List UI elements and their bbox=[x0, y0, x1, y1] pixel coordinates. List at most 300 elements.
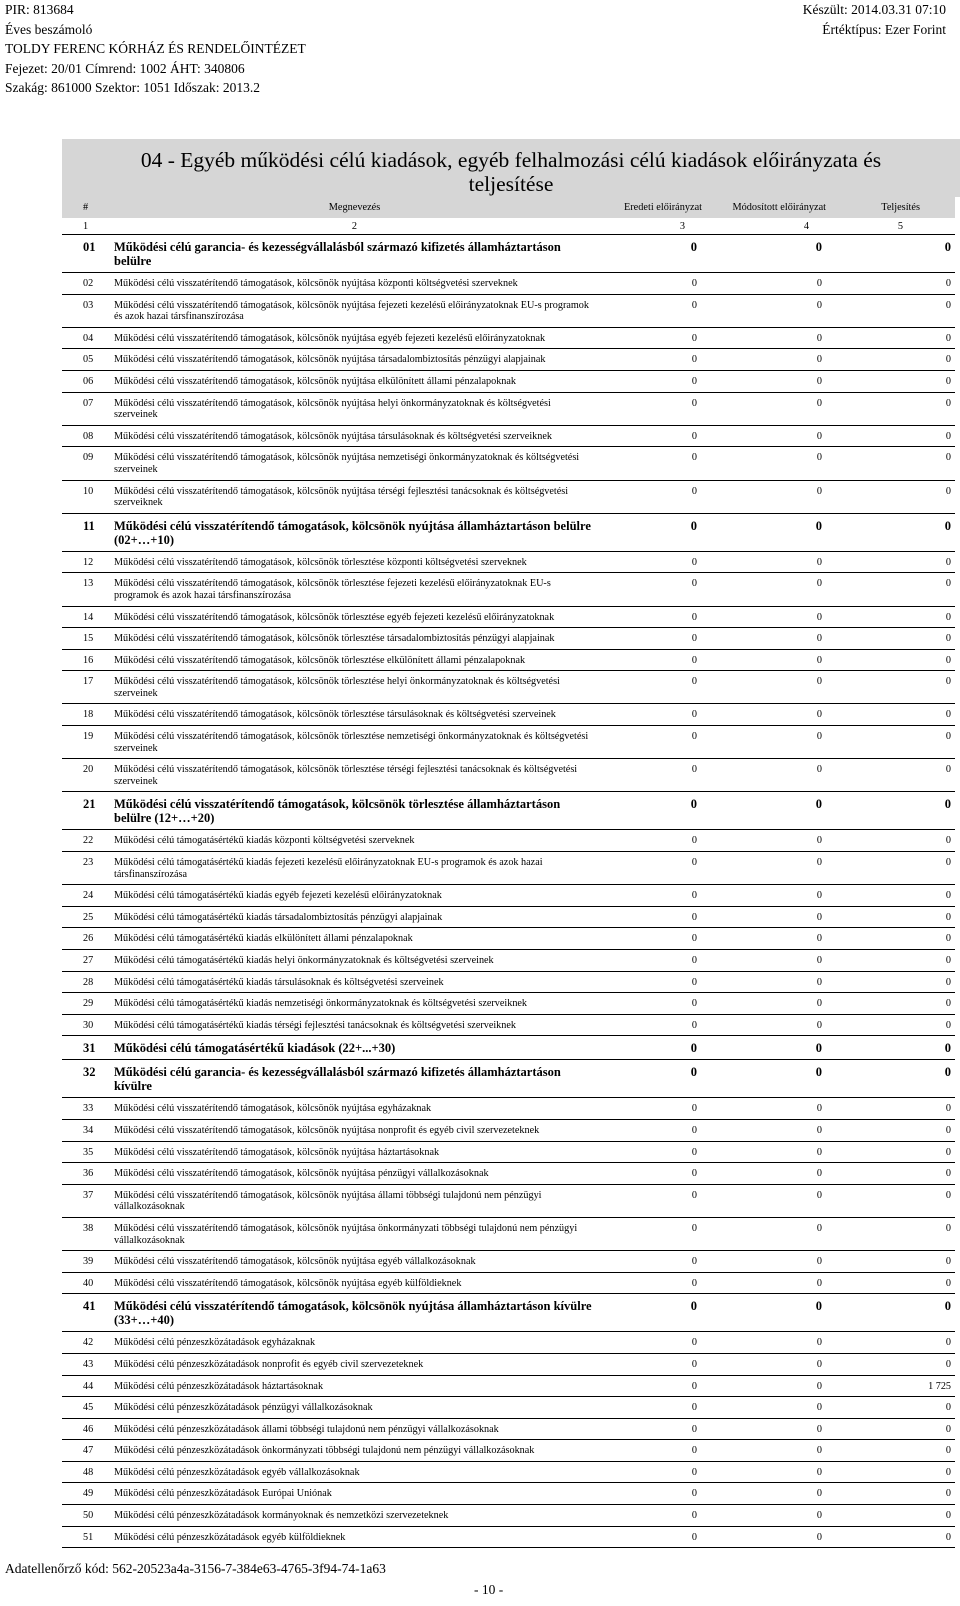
row-original-value: 0 bbox=[595, 1098, 705, 1120]
row-performance-value: 0 bbox=[830, 1332, 955, 1354]
row-original-value: 0 bbox=[595, 993, 705, 1015]
table-row bbox=[62, 235, 955, 273]
table-row bbox=[62, 370, 955, 392]
row-name: Működési célú támogatásértékű kiadások (22+...+30) bbox=[114, 1036, 595, 1060]
row-original-value: 0 bbox=[595, 1353, 705, 1375]
row-modified-value: 0 bbox=[705, 447, 830, 480]
row-original-value: 0 bbox=[595, 327, 705, 349]
row-performance-value: 0 bbox=[830, 235, 955, 273]
row-modified-value: 0 bbox=[705, 950, 830, 972]
row-modified-value: 0 bbox=[705, 370, 830, 392]
row-number: 41 bbox=[62, 1294, 114, 1332]
row-modified-value: 0 bbox=[705, 1440, 830, 1462]
row-number: 08 bbox=[62, 425, 114, 447]
row-original-value: 0 bbox=[595, 759, 705, 792]
row-modified-value: 0 bbox=[705, 1461, 830, 1483]
table-row bbox=[62, 273, 955, 295]
row-original-value: 0 bbox=[595, 830, 705, 852]
row-modified-value: 0 bbox=[705, 852, 830, 885]
row-name: Működési célú visszatérítendő támogatások, kölcsönök nyújtása nonprofit és egyéb civil szervezeteknek bbox=[114, 1119, 595, 1141]
table-row bbox=[62, 1483, 955, 1505]
row-performance-value: 1 725 bbox=[830, 1375, 955, 1397]
row-modified-value: 0 bbox=[705, 1332, 830, 1354]
row-performance-value: 0 bbox=[830, 349, 955, 371]
row-original-value: 0 bbox=[595, 1014, 705, 1036]
row-number: 44 bbox=[62, 1375, 114, 1397]
row-number: 23 bbox=[62, 852, 114, 885]
row-original-value: 0 bbox=[595, 480, 705, 513]
table-row bbox=[62, 950, 955, 972]
row-performance-value: 0 bbox=[830, 513, 955, 551]
row-number: 27 bbox=[62, 950, 114, 972]
table-row bbox=[62, 1184, 955, 1217]
table-row bbox=[62, 1461, 955, 1483]
row-performance-value: 0 bbox=[830, 1163, 955, 1185]
row-original-value: 0 bbox=[595, 392, 705, 425]
col-number: 2 bbox=[114, 218, 595, 235]
table-row bbox=[62, 392, 955, 425]
row-original-value: 0 bbox=[595, 628, 705, 650]
row-original-value: 0 bbox=[595, 1397, 705, 1419]
row-name: Működési célú támogatásértékű kiadás központi költségvetési szerveknek bbox=[114, 830, 595, 852]
row-performance-value: 0 bbox=[830, 1526, 955, 1548]
row-performance-value: 0 bbox=[830, 792, 955, 830]
row-modified-value: 0 bbox=[705, 235, 830, 273]
row-original-value: 0 bbox=[595, 1217, 705, 1250]
row-name: Működési célú támogatásértékű kiadás fejezeti kezelésű előirányzatoknak EU-s programok és azok hazai társfinanszírozása bbox=[114, 852, 595, 885]
table-row bbox=[62, 971, 955, 993]
row-performance-value: 0 bbox=[830, 606, 955, 628]
row-modified-value: 0 bbox=[705, 759, 830, 792]
row-modified-value: 0 bbox=[705, 1505, 830, 1527]
table-row bbox=[62, 447, 955, 480]
row-original-value: 0 bbox=[595, 1418, 705, 1440]
table-row bbox=[62, 628, 955, 650]
row-number: 09 bbox=[62, 447, 114, 480]
row-name: Működési célú visszatérítendő támogatások, kölcsönök nyújtása fejezeti kezelésű előirányzatoknak EU-s programok és azok hazai társfinanszírozása bbox=[114, 294, 595, 327]
row-modified-value: 0 bbox=[705, 726, 830, 759]
row-performance-value: 0 bbox=[830, 726, 955, 759]
row-name: Működési célú visszatérítendő támogatások, kölcsönök nyújtása államháztartáson kívülre (33+…+40) bbox=[114, 1294, 595, 1332]
branch-line: Szakág: 861000 Szektor: 1051 Időszak: 2013.2 bbox=[5, 80, 260, 96]
row-name: Működési célú pénzeszközátadások állami többségi tulajdonú nem pénzügyi vállalkozásoknak bbox=[114, 1418, 595, 1440]
table-row bbox=[62, 1036, 955, 1060]
row-modified-value: 0 bbox=[705, 704, 830, 726]
row-performance-value: 0 bbox=[830, 1483, 955, 1505]
row-number: 20 bbox=[62, 759, 114, 792]
row-name: Működési célú visszatérítendő támogatások, kölcsönök törlesztése társadalombiztosítás pénzügyi alapjainak bbox=[114, 628, 595, 650]
row-number: 24 bbox=[62, 885, 114, 907]
row-modified-value: 0 bbox=[705, 1251, 830, 1273]
col-header-name: Megnevezés bbox=[114, 197, 595, 218]
row-performance-value: 0 bbox=[830, 885, 955, 907]
row-original-value: 0 bbox=[595, 1440, 705, 1462]
row-original-value: 0 bbox=[595, 852, 705, 885]
row-modified-value: 0 bbox=[705, 1353, 830, 1375]
column-header-row bbox=[62, 197, 955, 218]
report-table bbox=[62, 197, 955, 1548]
row-original-value: 0 bbox=[595, 671, 705, 704]
row-number: 31 bbox=[62, 1036, 114, 1060]
row-name: Működési célú visszatérítendő támogatások, kölcsönök nyújtása egyéb fejezeti kezelésű előirányzatoknak bbox=[114, 327, 595, 349]
row-modified-value: 0 bbox=[705, 1526, 830, 1548]
row-modified-value: 0 bbox=[705, 1141, 830, 1163]
row-number: 28 bbox=[62, 971, 114, 993]
row-performance-value: 0 bbox=[830, 392, 955, 425]
row-number: 43 bbox=[62, 1353, 114, 1375]
row-performance-value: 0 bbox=[830, 480, 955, 513]
row-modified-value: 0 bbox=[705, 349, 830, 371]
row-performance-value: 0 bbox=[830, 1440, 955, 1462]
page-number: - 10 - bbox=[474, 1582, 504, 1597]
row-number: 33 bbox=[62, 1098, 114, 1120]
row-name: Működési célú visszatérítendő támogatások, kölcsönök nyújtása helyi önkormányzatoknak és költségvetési szerveinek bbox=[114, 392, 595, 425]
row-name: Működési célú visszatérítendő támogatások, kölcsönök nyújtása pénzügyi vállalkozásoknak bbox=[114, 1163, 595, 1185]
table-row bbox=[62, 1141, 955, 1163]
row-modified-value: 0 bbox=[705, 551, 830, 573]
document-header-left bbox=[5, 0, 306, 98]
row-original-value: 0 bbox=[595, 1119, 705, 1141]
row-performance-value: 0 bbox=[830, 971, 955, 993]
row-modified-value: 0 bbox=[705, 1418, 830, 1440]
col-header-performance: Teljesítés bbox=[830, 197, 955, 218]
row-performance-value: 0 bbox=[830, 273, 955, 295]
row-modified-value: 0 bbox=[705, 906, 830, 928]
row-modified-value: 0 bbox=[705, 1294, 830, 1332]
table-row bbox=[62, 1119, 955, 1141]
row-performance-value: 0 bbox=[830, 1251, 955, 1273]
row-performance-value: 0 bbox=[830, 294, 955, 327]
row-original-value: 0 bbox=[595, 971, 705, 993]
row-performance-value: 0 bbox=[830, 1505, 955, 1527]
row-number: 32 bbox=[62, 1060, 114, 1098]
row-original-value: 0 bbox=[595, 551, 705, 573]
row-number: 34 bbox=[62, 1119, 114, 1141]
row-name: Működési célú visszatérítendő támogatások, kölcsönök törlesztése társulásoknak és költségvetési szerveinek bbox=[114, 704, 595, 726]
row-name: Működési célú visszatérítendő támogatások, kölcsönök nyújtása önkormányzati többségi tulajdonú nem pénzügyi vállalkozásoknak bbox=[114, 1217, 595, 1250]
row-number: 07 bbox=[62, 392, 114, 425]
row-name: Működési célú visszatérítendő támogatások, kölcsönök nyújtása egyéb vállalkozásoknak bbox=[114, 1251, 595, 1273]
row-original-value: 0 bbox=[595, 606, 705, 628]
row-number: 36 bbox=[62, 1163, 114, 1185]
col-header-num: # bbox=[62, 197, 114, 218]
row-original-value: 0 bbox=[595, 1461, 705, 1483]
row-name: Működési célú pénzeszközátadások háztartásoknak bbox=[114, 1375, 595, 1397]
row-performance-value: 0 bbox=[830, 649, 955, 671]
row-name: Működési célú visszatérítendő támogatások, kölcsönök nyújtása központi költségvetési szerveknek bbox=[114, 273, 595, 295]
row-name: Működési célú pénzeszközátadások kormányoknak és nemzetközi szervezeteknek bbox=[114, 1505, 595, 1527]
row-original-value: 0 bbox=[595, 1375, 705, 1397]
row-performance-value: 0 bbox=[830, 447, 955, 480]
row-original-value: 0 bbox=[595, 1526, 705, 1548]
validation-code: Adatellenőrző kód: 562-20523a4a-3156-7-384e63-4765-3f94-74-1a63 bbox=[5, 1561, 386, 1576]
row-name: Működési célú visszatérítendő támogatások, kölcsönök nyújtása államháztartáson belülre (02+…+10) bbox=[114, 513, 595, 551]
report-title-line2: teljesítése bbox=[468, 172, 554, 196]
row-number: 42 bbox=[62, 1332, 114, 1354]
row-original-value: 0 bbox=[595, 513, 705, 551]
row-number: 30 bbox=[62, 1014, 114, 1036]
row-original-value: 0 bbox=[595, 885, 705, 907]
row-original-value: 0 bbox=[595, 1184, 705, 1217]
row-number: 01 bbox=[62, 235, 114, 273]
table-row bbox=[62, 1375, 955, 1397]
row-number: 47 bbox=[62, 1440, 114, 1462]
row-number: 29 bbox=[62, 993, 114, 1015]
table-row bbox=[62, 294, 955, 327]
row-number: 40 bbox=[62, 1272, 114, 1294]
table-row bbox=[62, 1353, 955, 1375]
row-original-value: 0 bbox=[595, 1332, 705, 1354]
row-name: Működési célú visszatérítendő támogatások, kölcsönök nyújtása társulásoknak és költségvetési szerveiknek bbox=[114, 425, 595, 447]
row-modified-value: 0 bbox=[705, 273, 830, 295]
chapter-line: Fejezet: 20/01 Címrend: 1002 ÁHT: 340806 bbox=[5, 60, 245, 76]
row-number: 13 bbox=[62, 573, 114, 606]
row-name: Működési célú támogatásértékű kiadás egyéb fejezeti kezelésű előirányzatoknak bbox=[114, 885, 595, 907]
col-number: 1 bbox=[62, 218, 114, 235]
table-row bbox=[62, 830, 955, 852]
row-original-value: 0 bbox=[595, 1141, 705, 1163]
table-row bbox=[62, 1294, 955, 1332]
row-performance-value: 0 bbox=[830, 1217, 955, 1250]
row-original-value: 0 bbox=[595, 1483, 705, 1505]
row-modified-value: 0 bbox=[705, 649, 830, 671]
row-modified-value: 0 bbox=[705, 993, 830, 1015]
table-row bbox=[62, 1060, 955, 1098]
row-name: Működési célú visszatérítendő támogatások, kölcsönök törlesztése egyéb fejezeti kezelésű előirányzatoknak bbox=[114, 606, 595, 628]
institution-name: TOLDY FERENC KÓRHÁZ ÉS RENDELŐINTÉZET bbox=[5, 41, 306, 57]
row-modified-value: 0 bbox=[705, 1098, 830, 1120]
row-performance-value: 0 bbox=[830, 830, 955, 852]
row-performance-value: 0 bbox=[830, 1353, 955, 1375]
table-row bbox=[62, 1332, 955, 1354]
report-table-body bbox=[62, 235, 955, 1548]
row-modified-value: 0 bbox=[705, 513, 830, 551]
row-name: Működési célú pénzeszközátadások egyéb vállalkozásoknak bbox=[114, 1461, 595, 1483]
row-name: Működési célú visszatérítendő támogatások, kölcsönök törlesztése nemzetiségi önkormányzatoknak és költségvetési szerveinek bbox=[114, 726, 595, 759]
table-row bbox=[62, 1251, 955, 1273]
row-number: 02 bbox=[62, 273, 114, 295]
row-name: Működési célú pénzeszközátadások önkormányzati többségi tulajdonú nem pénzügyi vállalkozásoknak bbox=[114, 1440, 595, 1462]
row-modified-value: 0 bbox=[705, 628, 830, 650]
row-number: 04 bbox=[62, 327, 114, 349]
row-original-value: 0 bbox=[595, 235, 705, 273]
value-type: Értéktípus: Ezer Forint bbox=[822, 21, 946, 37]
table-row bbox=[62, 726, 955, 759]
row-original-value: 0 bbox=[595, 1163, 705, 1185]
table-row bbox=[62, 1272, 955, 1294]
col-header-original: Eredeti előirányzat bbox=[595, 197, 705, 218]
row-modified-value: 0 bbox=[705, 1014, 830, 1036]
row-modified-value: 0 bbox=[705, 1217, 830, 1250]
row-number: 18 bbox=[62, 704, 114, 726]
row-modified-value: 0 bbox=[705, 928, 830, 950]
report-title bbox=[62, 139, 960, 197]
row-number: 50 bbox=[62, 1505, 114, 1527]
row-number: 17 bbox=[62, 671, 114, 704]
row-performance-value: 0 bbox=[830, 370, 955, 392]
row-modified-value: 0 bbox=[705, 1163, 830, 1185]
row-original-value: 0 bbox=[595, 425, 705, 447]
row-modified-value: 0 bbox=[705, 327, 830, 349]
row-modified-value: 0 bbox=[705, 885, 830, 907]
table-row bbox=[62, 993, 955, 1015]
column-number-row bbox=[62, 218, 955, 235]
row-performance-value: 0 bbox=[830, 1294, 955, 1332]
row-original-value: 0 bbox=[595, 950, 705, 972]
row-number: 06 bbox=[62, 370, 114, 392]
row-performance-value: 0 bbox=[830, 1141, 955, 1163]
table-row bbox=[62, 1217, 955, 1250]
row-performance-value: 0 bbox=[830, 906, 955, 928]
row-performance-value: 0 bbox=[830, 1184, 955, 1217]
table-row bbox=[62, 852, 955, 885]
row-performance-value: 0 bbox=[830, 704, 955, 726]
row-name: Működési célú visszatérítendő támogatások, kölcsönök törlesztése térségi fejlesztési tanácsoknak és költségvetési szerveinek bbox=[114, 759, 595, 792]
row-performance-value: 0 bbox=[830, 425, 955, 447]
row-original-value: 0 bbox=[595, 573, 705, 606]
row-modified-value: 0 bbox=[705, 671, 830, 704]
table-row bbox=[62, 1163, 955, 1185]
row-original-value: 0 bbox=[595, 792, 705, 830]
row-name: Működési célú pénzeszközátadások egyházaknak bbox=[114, 1332, 595, 1354]
row-number: 49 bbox=[62, 1483, 114, 1505]
row-name: Működési célú visszatérítendő támogatások, kölcsönök nyújtása háztartásoknak bbox=[114, 1141, 595, 1163]
row-number: 35 bbox=[62, 1141, 114, 1163]
row-name: Működési célú visszatérítendő támogatások, kölcsönök nyújtása társadalombiztosítás pénzügyi alapjainak bbox=[114, 349, 595, 371]
row-performance-value: 0 bbox=[830, 1098, 955, 1120]
table-row bbox=[62, 704, 955, 726]
row-name: Működési célú támogatásértékű kiadás helyi önkormányzatoknak és költségvetési szerveinek bbox=[114, 950, 595, 972]
table-row bbox=[62, 792, 955, 830]
row-name: Működési célú pénzeszközátadások Európai Uniónak bbox=[114, 1483, 595, 1505]
row-original-value: 0 bbox=[595, 447, 705, 480]
row-name: Működési célú támogatásértékű kiadás társadalombiztosítás pénzügyi alapjainak bbox=[114, 906, 595, 928]
row-number: 45 bbox=[62, 1397, 114, 1419]
row-name: Működési célú pénzeszközátadások pénzügyi vállalkozásoknak bbox=[114, 1397, 595, 1419]
row-name: Működési célú visszatérítendő támogatások, kölcsönök nyújtása elkülönített állami pénzalapoknak bbox=[114, 370, 595, 392]
row-name: Működési célú visszatérítendő támogatások, kölcsönök nyújtása térségi fejlesztési tanácsoknak és költségvetési szerveiknek bbox=[114, 480, 595, 513]
row-name: Működési célú visszatérítendő támogatások, kölcsönök törlesztése fejezeti kezelésű előirányzatoknak EU-s programok és azok hazai társfinanszírozása bbox=[114, 573, 595, 606]
row-number: 37 bbox=[62, 1184, 114, 1217]
row-performance-value: 0 bbox=[830, 1060, 955, 1098]
row-name: Működési célú visszatérítendő támogatások, kölcsönök törlesztése elkülönített állami pénzalapoknak bbox=[114, 649, 595, 671]
row-number: 12 bbox=[62, 551, 114, 573]
table-row bbox=[62, 1098, 955, 1120]
row-number: 05 bbox=[62, 349, 114, 371]
row-modified-value: 0 bbox=[705, 392, 830, 425]
row-name: Működési célú támogatásértékű kiadás társulásoknak és költségvetési szerveinek bbox=[114, 971, 595, 993]
row-original-value: 0 bbox=[595, 1294, 705, 1332]
row-original-value: 0 bbox=[595, 906, 705, 928]
row-modified-value: 0 bbox=[705, 971, 830, 993]
row-name: Működési célú visszatérítendő támogatások, kölcsönök nyújtása egyéb külföldieknek bbox=[114, 1272, 595, 1294]
table-row bbox=[62, 606, 955, 628]
table-row bbox=[62, 1418, 955, 1440]
report-type-line: Éves beszámoló bbox=[5, 21, 93, 37]
row-performance-value: 0 bbox=[830, 573, 955, 606]
report-title-line1: 04 - Egyéb működési célú kiadások, egyéb felhalmozási célú kiadások előirányzata és bbox=[140, 148, 882, 172]
row-name: Működési célú visszatérítendő támogatások, kölcsönök nyújtása állami többségi tulajdonú nem pénzügyi vállalkozásoknak bbox=[114, 1184, 595, 1217]
row-name: Működési célú támogatásértékű kiadás térségi fejlesztési tanácsoknak és költségvetési szerveiknek bbox=[114, 1014, 595, 1036]
row-performance-value: 0 bbox=[830, 1397, 955, 1419]
row-original-value: 0 bbox=[595, 726, 705, 759]
table-row bbox=[62, 759, 955, 792]
table-row bbox=[62, 573, 955, 606]
row-name: Működési célú visszatérítendő támogatások, kölcsönök törlesztése államháztartáson belülre (12+…+20) bbox=[114, 792, 595, 830]
row-modified-value: 0 bbox=[705, 573, 830, 606]
col-header-modified: Módosított előirányzat bbox=[705, 197, 830, 218]
row-modified-value: 0 bbox=[705, 1184, 830, 1217]
table-row bbox=[62, 513, 955, 551]
row-number: 21 bbox=[62, 792, 114, 830]
row-modified-value: 0 bbox=[705, 1272, 830, 1294]
table-row bbox=[62, 1440, 955, 1462]
row-performance-value: 0 bbox=[830, 1461, 955, 1483]
row-original-value: 0 bbox=[595, 1060, 705, 1098]
row-performance-value: 0 bbox=[830, 1014, 955, 1036]
row-performance-value: 0 bbox=[830, 1036, 955, 1060]
table-row bbox=[62, 928, 955, 950]
col-number: 3 bbox=[595, 218, 705, 235]
table-row bbox=[62, 551, 955, 573]
row-name: Működési célú garancia- és kezességvállalásból származó kifizetés államháztartáson kívülre bbox=[114, 1060, 595, 1098]
table-row bbox=[62, 885, 955, 907]
row-name: Működési célú pénzeszközátadások egyéb külföldieknek bbox=[114, 1526, 595, 1548]
pir-line: PIR: 813684 bbox=[5, 2, 74, 17]
row-original-value: 0 bbox=[595, 928, 705, 950]
row-number: 26 bbox=[62, 928, 114, 950]
row-performance-value: 0 bbox=[830, 950, 955, 972]
row-modified-value: 0 bbox=[705, 1483, 830, 1505]
row-number: 48 bbox=[62, 1461, 114, 1483]
table-row bbox=[62, 906, 955, 928]
row-modified-value: 0 bbox=[705, 792, 830, 830]
row-number: 16 bbox=[62, 649, 114, 671]
row-performance-value: 0 bbox=[830, 1418, 955, 1440]
row-original-value: 0 bbox=[595, 1272, 705, 1294]
row-original-value: 0 bbox=[595, 273, 705, 295]
row-number: 25 bbox=[62, 906, 114, 928]
col-number: 5 bbox=[830, 218, 955, 235]
row-number: 22 bbox=[62, 830, 114, 852]
row-performance-value: 0 bbox=[830, 1272, 955, 1294]
row-name: Működési célú támogatásértékű kiadás nemzetiségi önkormányzatoknak és költségvetési szerveiknek bbox=[114, 993, 595, 1015]
row-name: Működési célú visszatérítendő támogatások, kölcsönök törlesztése központi költségvetési szerveknek bbox=[114, 551, 595, 573]
row-modified-value: 0 bbox=[705, 1036, 830, 1060]
table-row bbox=[62, 1526, 955, 1548]
created-timestamp: Készült: 2014.03.31 07:10 bbox=[802, 2, 946, 17]
row-number: 38 bbox=[62, 1217, 114, 1250]
report-section bbox=[62, 139, 960, 1548]
table-row bbox=[62, 1397, 955, 1419]
table-row bbox=[62, 349, 955, 371]
row-modified-value: 0 bbox=[705, 1060, 830, 1098]
row-name: Működési célú visszatérítendő támogatások, kölcsönök nyújtása egyházaknak bbox=[114, 1098, 595, 1120]
row-original-value: 0 bbox=[595, 1251, 705, 1273]
row-original-value: 0 bbox=[595, 294, 705, 327]
row-original-value: 0 bbox=[595, 704, 705, 726]
row-number: 15 bbox=[62, 628, 114, 650]
row-original-value: 0 bbox=[595, 1505, 705, 1527]
table-row bbox=[62, 327, 955, 349]
row-modified-value: 0 bbox=[705, 480, 830, 513]
table-row bbox=[62, 1014, 955, 1036]
row-number: 51 bbox=[62, 1526, 114, 1548]
row-modified-value: 0 bbox=[705, 606, 830, 628]
row-performance-value: 0 bbox=[830, 327, 955, 349]
row-name: Működési célú garancia- és kezességvállalásból származó kifizetés államháztartáson belülre bbox=[114, 235, 595, 273]
row-number: 39 bbox=[62, 1251, 114, 1273]
